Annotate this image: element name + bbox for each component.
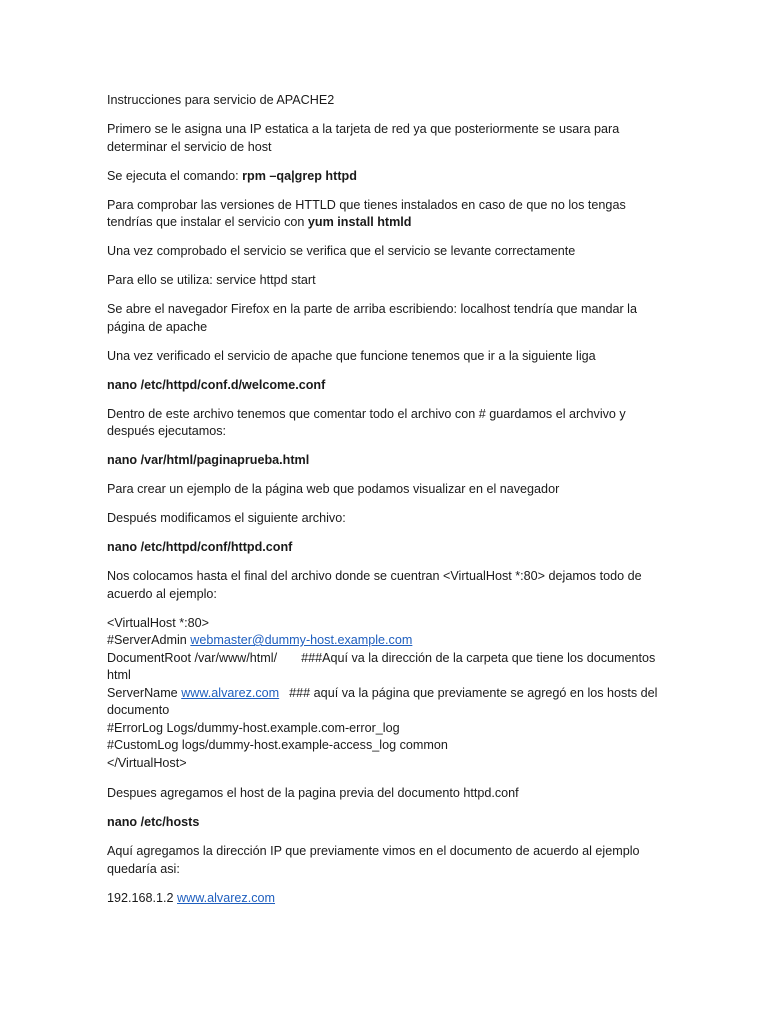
host-link[interactable]: www.alvarez.com (177, 890, 276, 905)
paragraph-static-ip: Primero se le asigna una IP estatica a la tarjeta de red ya que posteriormente se usara para determinar el servicio de host (107, 122, 620, 154)
paragraph-modify-file: Después modificamos el siguiente archivo: (107, 511, 346, 525)
command-welcome-conf: nano /etc/httpd/conf.d/welcome.conf (107, 377, 326, 392)
paragraph-comment-file: Dentro de este archivo tenemos que comentar todo el archivo con # guardamos el archvivo y después ejecutamos: (107, 406, 626, 438)
paragraph-virtualhost-intro: Nos colocamos hasta el final del archivo donde se cuentran <VirtualHost *:80> dejamos todo de acuerdo al ejemplo: (107, 569, 642, 601)
server-admin-line (107, 632, 667, 650)
server-name-link[interactable]: www.alvarez.com (181, 685, 280, 700)
command-httpd-conf: nano /etc/httpd/conf/httpd.conf (107, 540, 293, 554)
paragraph-create-example: Para crear un ejemplo de la página web que podamos visualizar en el navegador (107, 482, 560, 496)
command-paginaprueba: nano /var/html/paginaprueba.html (107, 453, 310, 467)
virtualhost-block (107, 615, 667, 773)
command-etc-hosts: nano /etc/hosts (107, 815, 200, 829)
hosts-entry (107, 890, 667, 908)
virtualhost-close: </VirtualHost> (107, 755, 187, 770)
error-log-line: #ErrorLog Logs/dummy-host.example.com-error_log (107, 720, 400, 735)
server-admin-link[interactable]: webmaster@dummy-host.example.com (190, 633, 413, 647)
document-body (107, 92, 667, 919)
paragraph-add-host: Despues agregamos el host de la pagina previa del documento httpd.conf (107, 786, 519, 800)
server-admin-label: #ServerAdmin (107, 633, 191, 647)
paragraph-check-versions (107, 197, 667, 232)
document-title: Instrucciones para servicio de APACHE2 (107, 93, 335, 107)
rpm-command: rpm –qa|grep httpd (242, 168, 357, 183)
paragraph-open-firefox: Se abre el navegador Firefox en la parte de arriba escribiendo: localhost tendría que mandar la página de apache (107, 302, 637, 334)
check-versions-text: Para comprobar las versiones de HTTLD que tienes instalados en caso de que no los tengas tendrías que instalar el servicio con (107, 197, 626, 229)
virtualhost-open: <VirtualHost *:80> (107, 615, 209, 630)
run-command-prefix: Se ejecuta el comando: (107, 168, 243, 183)
custom-log-line: #CustomLog logs/dummy-host.example-access_log common (107, 738, 448, 752)
document-root-value: DocumentRoot /var/www/html/ (107, 650, 278, 665)
server-name-comment: ### aquí va la página que previamente se agregó en los hosts del documento (107, 685, 658, 717)
server-name-line (107, 685, 667, 720)
document-root-comment: ###Aquí va la dirección de la carpeta que tiene los documentos html (107, 650, 656, 682)
server-name-label: ServerName (107, 685, 182, 700)
paragraph-run-command (107, 168, 667, 186)
paragraph-service-start: Para ello se utiliza: service httpd start (107, 273, 316, 287)
yum-command: yum install htmld (307, 215, 412, 229)
paragraph-next-link: Una vez verificado el servicio de apache que funcione tenemos que ir a la siguiente liga (107, 348, 596, 363)
host-ip: 192.168.1.2 (107, 890, 178, 905)
paragraph-verify-service: Una vez comprobado el servicio se verifica que el servicio se levante correctamente (107, 244, 576, 258)
paragraph-add-ip: Aquí agregamos la dirección IP que previamente vimos en el documento de acuerdo al ejemplo quedaría asi: (107, 844, 640, 876)
document-root-line (107, 650, 667, 685)
